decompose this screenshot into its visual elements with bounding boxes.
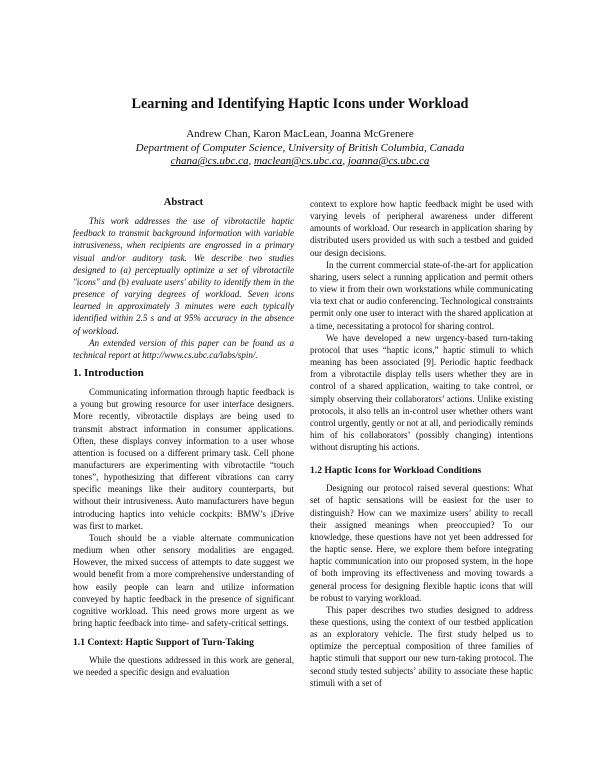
- email-link[interactable]: chana@cs.ubc.ca: [170, 155, 249, 167]
- subsection-heading-context: 1.1 Context: Haptic Support of Turn-Taking: [73, 637, 254, 649]
- section-heading-introduction: 1. Introduction: [73, 367, 144, 380]
- subsection-heading-workload: 1.2 Haptic Icons for Workload Conditions: [310, 465, 482, 477]
- body-paragraph: In the current commercial state-of-the-art for application sharing, users select a running application and permit others to view it from their own workstations while communicating via text chat or audio conferencing. Technological constraints permit only one user to interact with the shared application at a time, necessitating a protocol for sharing control.: [310, 259, 533, 331]
- body-paragraph: While the questions addressed in this work are general, we needed a specific design and evaluation: [73, 655, 294, 678]
- author-names: Andrew Chan, Karon MacLean, Joanna McGrenere: [186, 128, 414, 140]
- department: Department of Computer Science, University of British Columbia, Canada: [135, 141, 465, 154]
- abstract-heading: Abstract: [163, 197, 204, 208]
- email-link[interactable]: maclean@cs.ubc.ca: [254, 155, 343, 167]
- left-column: [73, 197, 294, 678]
- body-paragraph: This paper describes two studies designed to address these questions, using the context of our testbed application as an exploratory vehicle. The first study helped us to optimize the perceptual composition of three families of haptic stimuli that support our new turn-taking protocol. The second study tested subjects’ ability to associate these haptic stimuli with a set of: [310, 604, 533, 688]
- body-paragraph: Designing our protocol raised several questions: What set of haptic sensations will be easiest for the user to distinguish? How can we maximize users’ ability to recall their assigned meanings when preoccupied? To our knowledge, these questions have not yet been addressed for the haptic sense. Here, we explore them before integrating haptic communication into our proposed system, in the hope of both improving its effectiveness and moving towards a general process for designing flexible haptic icons that will be robust to varying workload.: [310, 483, 533, 603]
- author-block: [0, 128, 600, 169]
- body-paragraph: Communicating information through haptic feedback is a young but growing resource for user interface designers. More recently, vibrotactile displays are being used to transmit abstract information in consumer applications. Often, these displays convey information to a user whose attention is focused on a different primary task. Cell phone manufacturers are experimenting with vibrotactile “touch tones”, hypothesizing that different vibrations can carry specific meanings like their auditory counterparts, but without their intrusiveness. Auto manufacturers have begun introducing haptics into vehicle cockpits: BMW’s iDrive was first to market.: [73, 387, 294, 531]
- body-paragraph: We have developed a new urgency-based turn-taking protocol that uses “haptic icons,” haptic stimuli to which meaning has been associated [9]. Periodic haptic feedback from a vibrotactile display tells users whether they are in control of a shared application, waiting to take control, or simply observing their collaborators’ actions. Unlike existing protocols, it also tells an in-control user whether others want control urgently, gently or not at all, and periodically reminds him of his collaborators’ (possibly changing) intentions without disrupting his actions.: [310, 332, 533, 453]
- paper-title: Learning and Identifying Haptic Icons under Workload: [131, 96, 469, 112]
- author-emails: chana@cs.ubc.ca, maclean@cs.ubc.ca, joanna@cs.ubc.ca: [170, 155, 430, 167]
- abstract-paragraph: This work addresses the use of vibrotactile haptic feedback to transmit background information with variable intrusiveness, when recipients are engrossed in a primary visual and/or auditory task. We describe two studies designed to (a) perceptually optimize a set of vibrotactile "icons" and (b) evaluate users' ability to identify them in the presence of varying degrees of workload. Seven icons learned in approximately 3 minutes were each typically identified within 2.5 s and at 95% accuracy in the absence of workload.: [73, 216, 294, 336]
- abstract-paragraph: An extended version of this paper can be found as a technical report at http://www.cs.ubc.ca/labs/spin/.: [73, 337, 294, 360]
- body-paragraph: context to explore how haptic feedback might be used with varying levels of peripheral awareness under different amounts of workload. Our research in application sharing by distributed users provided us with such a testbed and guided our design decisions.: [310, 199, 533, 258]
- body-paragraph: Touch should be a viable alternate communication medium when other sensory modalities are engaged. However, the mixed success of attempts to date suggest we would benefit from a more comprehensive understanding of how easily people can learn and utilize information conveyed by haptic feedback in the presence of significant cognitive workload. This need grows more urgent as we bring haptic feedback into time- and safety-critical settings.: [73, 532, 294, 628]
- email-link[interactable]: joanna@cs.ubc.ca: [347, 155, 430, 167]
- right-column: [310, 198, 533, 689]
- abstract-section: [73, 197, 294, 361]
